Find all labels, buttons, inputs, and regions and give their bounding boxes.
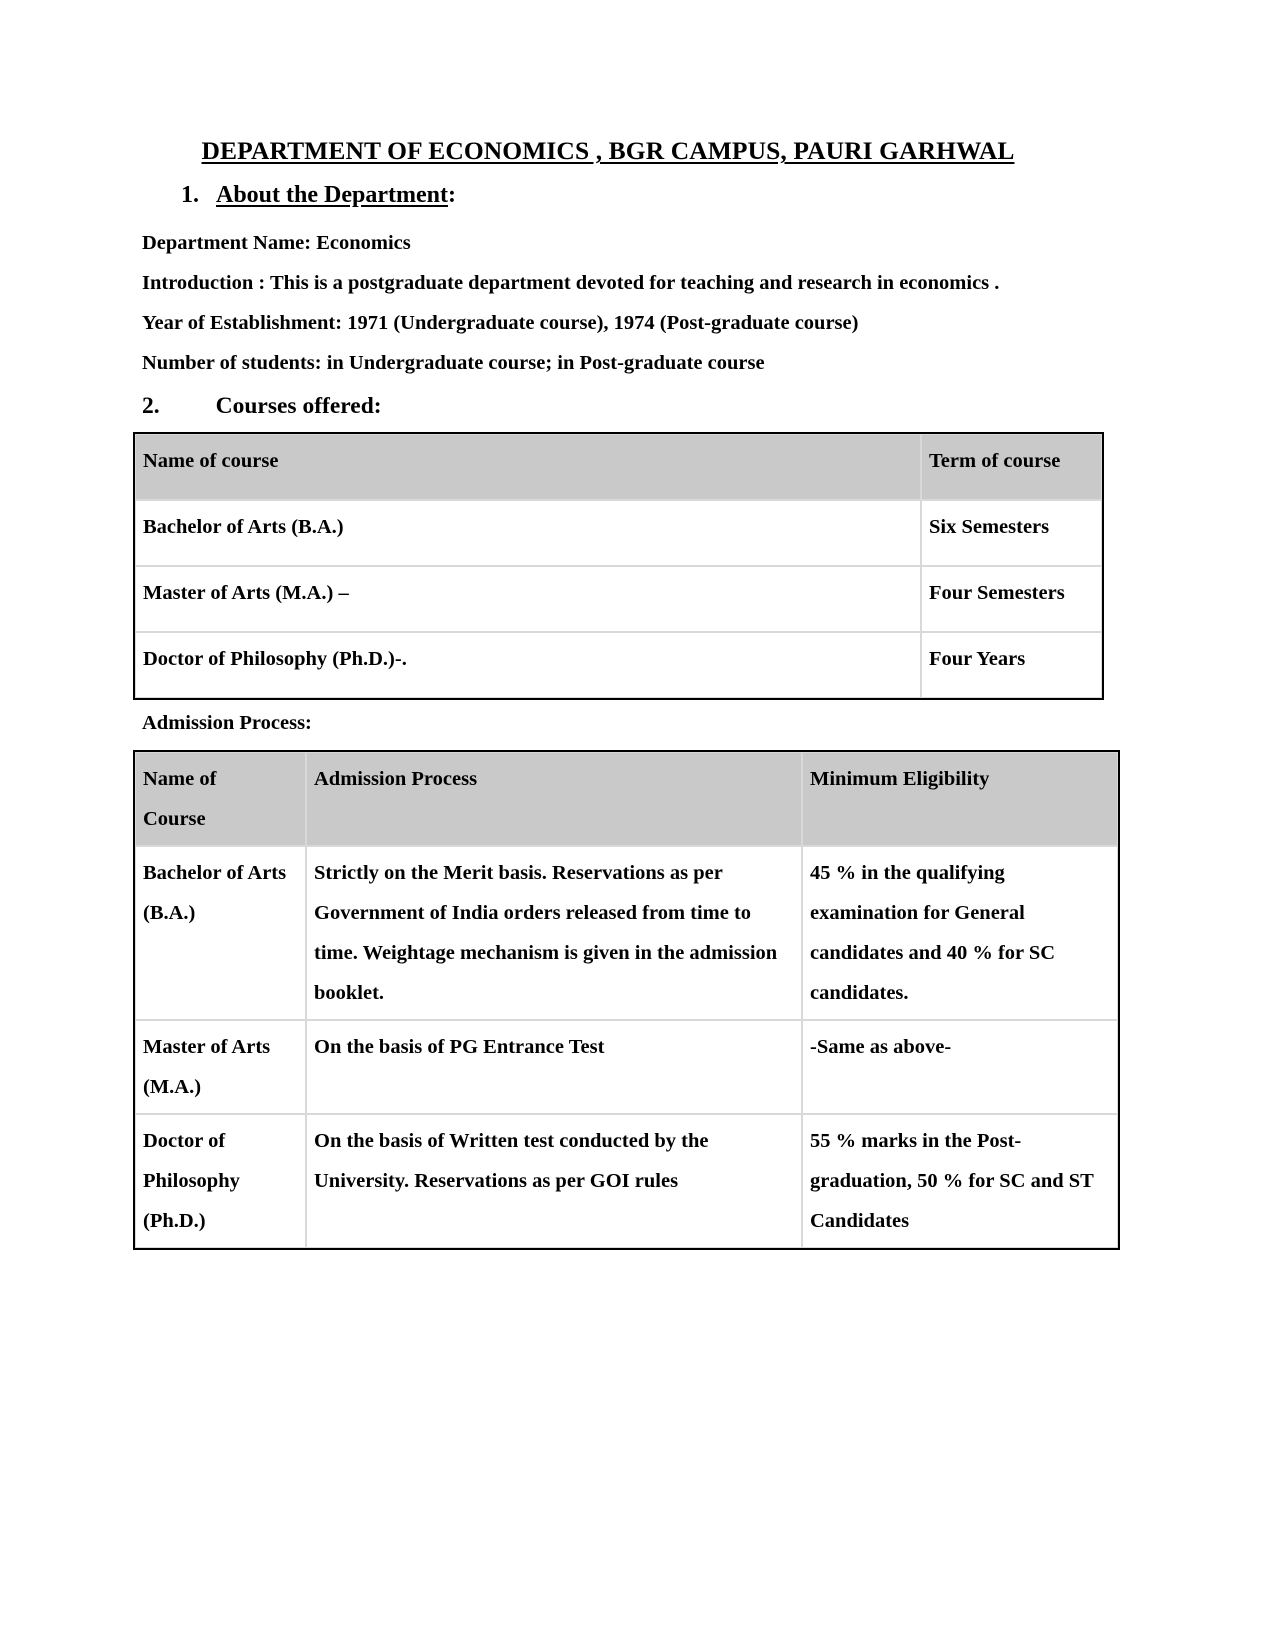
introduction-line: Introduction : This is a postgraduate department devoted for teaching and research in economics .	[142, 272, 1000, 294]
page-title	[133, 130, 1083, 166]
cell-course-name: Master of Arts (M.A.) –	[135, 566, 921, 632]
cell-minimum-eligibility: 45 % in the qualifying examination for General candidates and 40 % for SC candidates.	[802, 846, 1118, 1020]
year-of-establishment-line: Year of Establishment: 1971 (Undergraduate course), 1974 (Post-graduate course)	[142, 312, 859, 334]
column-header-minimum-eligibility: Minimum Eligibility	[802, 752, 1118, 846]
cell-course-term: Six Semesters	[921, 500, 1102, 566]
section-1-colon: :	[447, 182, 456, 208]
column-header-name-of-course	[135, 752, 306, 846]
section-2-heading-text: Courses offered:	[215, 393, 382, 419]
cell-course-name: Bachelor of Arts (B.A.)	[135, 500, 921, 566]
table-row	[135, 846, 1118, 1020]
section-2-number: 2.	[142, 393, 160, 419]
page-title-text: DEPARTMENT OF ECONOMICS , BGR CAMPUS, PAURI GARHWAL	[201, 136, 1015, 165]
cell-course-name: Doctor of Philosophy (Ph.D.)-.	[135, 632, 921, 698]
table-row	[135, 566, 1102, 632]
admission-process-label: Admission Process:	[142, 712, 312, 734]
courses-offered-table	[133, 432, 1104, 700]
cell-course-name: Doctor of Philosophy (Ph.D.)	[135, 1114, 306, 1248]
table-header-row	[135, 434, 1102, 500]
table-row	[135, 500, 1102, 566]
table-row	[135, 632, 1102, 698]
section-1-heading	[133, 182, 1083, 209]
column-header-term-of-course: Term of course	[921, 434, 1102, 500]
section-1-number: 1.	[181, 182, 199, 208]
cell-admission-process: Strictly on the Merit basis. Reservations as per Government of India orders released from time to time. Weightage mechanism is given in the admission booklet.	[306, 846, 802, 1020]
cell-course-name: Master of Arts (M.A.)	[135, 1020, 306, 1114]
number-of-students-line: Number of students: in Undergraduate course; in Post-graduate course	[142, 352, 765, 374]
cell-admission-process: On the basis of PG Entrance Test	[306, 1020, 802, 1114]
column-header-name-of-course: Name of course	[135, 434, 921, 500]
table-header-row	[135, 752, 1118, 846]
department-name-line: Department Name: Economics	[142, 232, 411, 254]
cell-minimum-eligibility: 55 % marks in the Post-graduation, 50 % for SC and ST Candidates	[802, 1114, 1118, 1248]
cell-admission-process: On the basis of Written test conducted by the University. Reservations as per GOI rules	[306, 1114, 802, 1248]
cell-course-term: Four Semesters	[921, 566, 1102, 632]
header-line-2: Course	[143, 808, 206, 830]
section-2-heading	[133, 393, 1083, 420]
section-1-heading-text: About the Department	[216, 182, 448, 208]
admission-process-table	[133, 750, 1120, 1250]
cell-course-term: Four Years	[921, 632, 1102, 698]
document-content	[133, 130, 1094, 1256]
column-header-admission-process: Admission Process	[306, 752, 802, 846]
table-row	[135, 1114, 1118, 1248]
header-line-1: Name of	[143, 768, 217, 790]
cell-course-name: Bachelor of Arts (B.A.)	[135, 846, 306, 1020]
cell-minimum-eligibility: -Same as above-	[802, 1020, 1118, 1114]
table-row	[135, 1020, 1118, 1114]
